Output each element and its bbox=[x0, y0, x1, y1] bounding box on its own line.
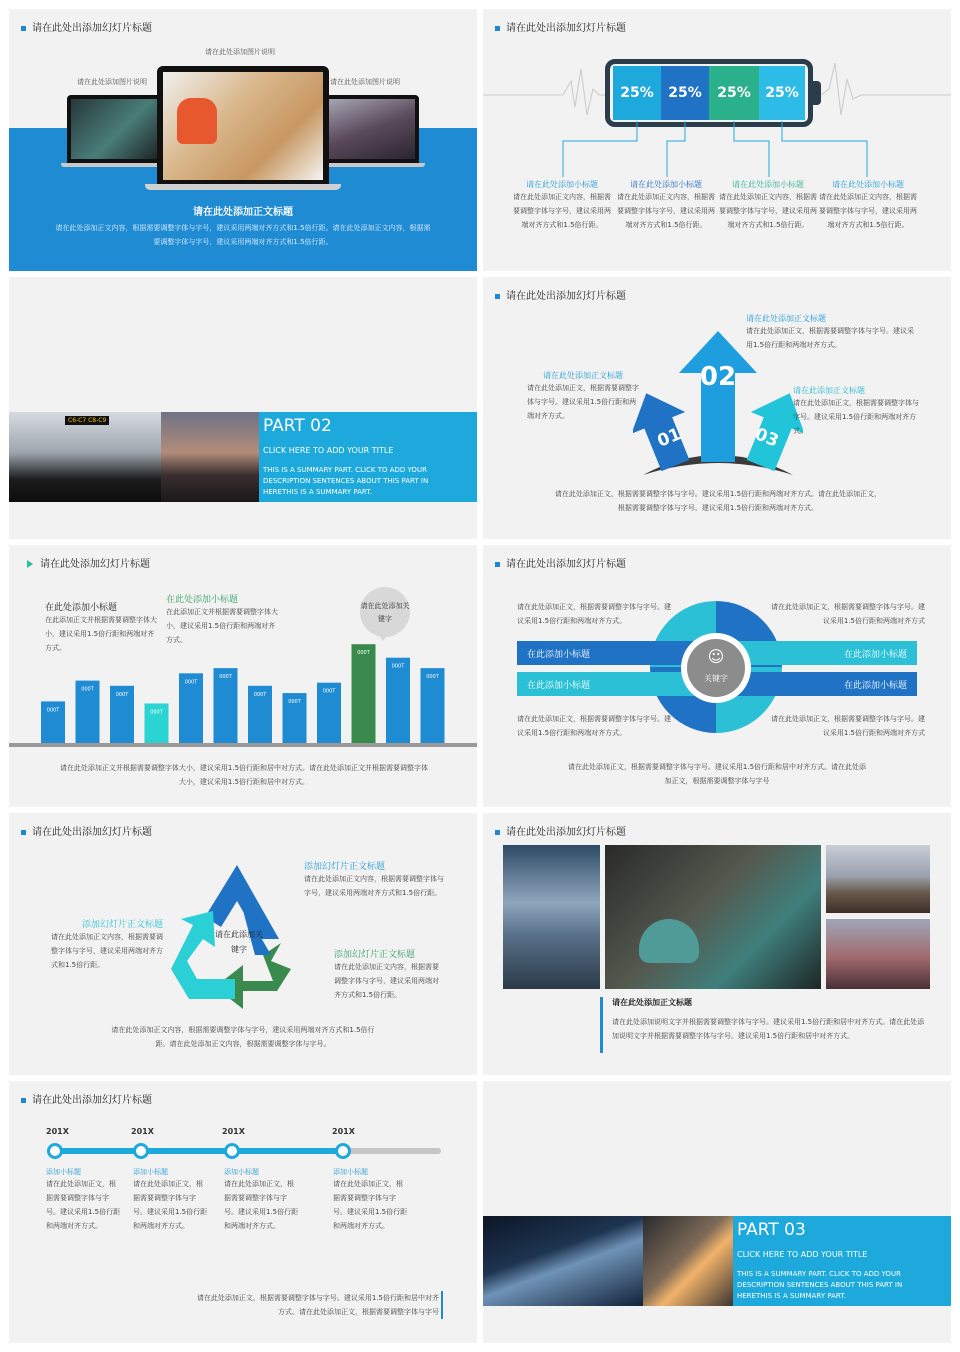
item-heading: 请在此处添加小标题 bbox=[832, 180, 904, 189]
timeline-node[interactable] bbox=[335, 1143, 351, 1159]
bar-label: 在此添加小标题 bbox=[843, 681, 907, 691]
item-body: 请在此处添加正文内容，根据需要调整字体与字号，建议采用两端对齐方式和1.5倍行距。 bbox=[719, 193, 817, 229]
part-subtitle[interactable]: CLICK HERE TO ADD YOUR TITLE bbox=[737, 1250, 868, 1259]
bridge-photo[interactable] bbox=[327, 99, 415, 159]
item-3 bbox=[719, 179, 817, 232]
section-body: 请在此处添加正文内容，根据需要调整字体与字号，建议采用两端对齐方式和1.5倍行距。请在此处添加正文内容，根据需要调整字体与字号，建议采用两端对齐方式和1.5倍行距。 bbox=[55, 224, 431, 246]
timeline-year: 201X bbox=[222, 1127, 245, 1136]
slide-title: 请在此处出添加幻灯片标题 bbox=[495, 823, 626, 838]
part-summary: THIS IS A SUMMARY PART. CLICK TO ADD YOUR DESCRIPTION SENTENCES ABOUT THIS PART IN HERETHIS IS A SUMMARY PART. bbox=[263, 466, 429, 496]
timeline-year: 201X bbox=[332, 1127, 355, 1136]
bar-data-label: 000T bbox=[115, 691, 129, 698]
laptop-center bbox=[157, 66, 329, 184]
bullet-square-icon bbox=[495, 294, 500, 299]
highway-night-photo[interactable] bbox=[483, 1216, 643, 1306]
text-heading: 添加幻灯片正文标题 bbox=[334, 950, 416, 960]
bar-label: 在此添加小标题 bbox=[527, 650, 591, 660]
keyword-bubble[interactable] bbox=[360, 587, 410, 637]
item-4 bbox=[819, 179, 917, 232]
bar-label: 在此添加小标题 bbox=[843, 650, 907, 660]
slide-title: 请在此处出添加幻灯片标题 bbox=[21, 1091, 152, 1106]
section-body: 请在此处添加说明文字并根据需要调整字体与字号。建议采用1.5倍行距和居中对齐方式。请在此处添加说明文字并根据需要调整字体与字号。建议采用1.5倍行距和居中对齐方式。 bbox=[612, 1018, 925, 1040]
bar-right-bottom[interactable] bbox=[733, 672, 917, 696]
text-top-right: 请在此处添加正文，根据需要调整字体与字号。建议采用1.5倍行距和两端对齐方式 bbox=[771, 603, 925, 625]
battery-segment-2[interactable]: 25% bbox=[661, 66, 709, 120]
part-box bbox=[733, 1216, 951, 1306]
bullet-square-icon bbox=[495, 562, 500, 567]
slide-title: 请在此处出添加幻灯片标题 bbox=[495, 287, 626, 302]
slide-1[interactable] bbox=[9, 9, 477, 271]
text-heading: 在此处添加小标题 bbox=[45, 603, 118, 613]
image-caption-left: 请在此处添加图片说明 bbox=[77, 78, 147, 86]
text-bottom-left: 请在此处添加正文，根据需要调整字体与字号。建议采用1.5倍行距和两端对齐方式。 bbox=[517, 715, 671, 737]
bullet-square-icon bbox=[21, 830, 26, 835]
timeline-node[interactable] bbox=[224, 1143, 240, 1159]
item-heading: 请在此处添加小标题 bbox=[630, 180, 702, 189]
item-heading: 添加小标题 bbox=[333, 1168, 368, 1176]
bar-data-label: 000T bbox=[288, 699, 301, 706]
bridge-sunset-photo[interactable] bbox=[161, 412, 259, 502]
slide-title: 请在此处出添加幻灯片标题 bbox=[21, 823, 152, 838]
text-body: 在此添加正文并根据需要调整字体大小，建议采用1.5倍行距和两端对齐方式。 bbox=[166, 608, 278, 644]
slide-9[interactable] bbox=[9, 1081, 477, 1343]
slide-3[interactable] bbox=[9, 277, 477, 539]
bar-label: 在此添加小标题 bbox=[527, 681, 591, 691]
chart-baseline bbox=[9, 743, 477, 747]
part-box bbox=[259, 412, 477, 502]
airport-photo[interactable] bbox=[9, 412, 161, 502]
part-title: PART 02 bbox=[263, 416, 332, 436]
chart-bar[interactable] bbox=[386, 658, 410, 743]
text-bottom-right: 请在此处添加正文，根据需要调整字体与字号。建议采用1.5倍行距和两端对齐方式 bbox=[771, 715, 925, 737]
text-body: 在此添加正文并根据需要调整字体大小，建议采用1.5倍行距和两端对齐方式。 bbox=[45, 616, 157, 652]
text-body: 请在此处添加正文，根据需要调整字体与字号。建议采用1.5倍行距和两端对齐方式。 bbox=[527, 384, 639, 420]
slide-7[interactable] bbox=[9, 813, 477, 1075]
bottom-text: 请在此处添加正文内容，根据需要调整字体与字号，建议采用两端对齐方式和1.5倍行距。请在此处添加正文内容，根据需要调整字体与字号。 bbox=[111, 1026, 375, 1048]
timeline-node[interactable] bbox=[47, 1143, 63, 1159]
center-keyword: 请在此添加关键字 bbox=[215, 930, 263, 954]
text-left bbox=[527, 370, 639, 423]
keyword-label: 关键字 bbox=[704, 674, 728, 683]
bottom-text: 请在此处添加正文并根据需要调整字体大小，建议采用1.5倍行距和居中对方式。请在此处添加正文并根据需要调整字体大小，建议采用1.5倍行距和居中对方式。 bbox=[59, 764, 429, 786]
desk-photo[interactable] bbox=[163, 72, 323, 180]
arrow-label-03: 03 bbox=[751, 424, 782, 452]
bar-left-bottom[interactable] bbox=[517, 672, 701, 696]
bullet-square-icon bbox=[495, 26, 500, 31]
sea-photo[interactable] bbox=[503, 845, 600, 989]
scooter-photo[interactable] bbox=[605, 845, 821, 989]
laptop-right bbox=[323, 95, 419, 163]
timeline-item-1 bbox=[46, 1167, 122, 1233]
timeline-item-3 bbox=[224, 1167, 300, 1233]
scooter-photo[interactable] bbox=[71, 99, 159, 159]
bridge-photo[interactable] bbox=[826, 919, 930, 989]
bullet-square-icon bbox=[21, 1098, 26, 1103]
item-1 bbox=[513, 179, 611, 232]
item-body: 请在此处添加正文，根据需要调整字体与字号。建议采用1.5倍行距和两端对齐方式。 bbox=[133, 1180, 208, 1230]
bar-data-label: 000T bbox=[219, 674, 232, 681]
slide-title: 请在此处出添加幻灯片标题 bbox=[495, 19, 626, 34]
timeline-year: 201X bbox=[46, 1127, 69, 1136]
center-circle[interactable] bbox=[687, 639, 745, 697]
timeline-progress bbox=[49, 1148, 349, 1154]
timeline-year: 201X bbox=[131, 1127, 154, 1136]
item-2 bbox=[617, 179, 715, 232]
text-heading: 添加幻灯片正文标题 bbox=[304, 862, 386, 872]
bottom-text: 请在此处添加正文，根据需要调整字体与字号。建议采用1.5倍行距和两端对齐方式。请在此处添加正文，根据需要调整字体与字号。建议采用1.5倍行距和两端对齐方式。 bbox=[554, 490, 882, 512]
connector-lines bbox=[483, 121, 951, 181]
slide-8[interactable] bbox=[483, 813, 951, 1075]
battery-segment-4[interactable]: 25% bbox=[759, 66, 805, 120]
slide-title: 请在此处出添加幻灯片标题 bbox=[495, 555, 626, 570]
bar-left-top[interactable] bbox=[517, 641, 701, 665]
bottom-text: 请在此处添加正文，根据需要调整字体与字号。建议采用1.5倍行距和居中对齐方式。请在此处添加正文，根据需要调整字体与字号 bbox=[567, 763, 867, 785]
battery-segment-1[interactable]: 25% bbox=[613, 66, 661, 120]
timeline-node[interactable] bbox=[133, 1143, 149, 1159]
item-body: 请在此处添加正文内容，根据需要调整字体与字号，建议采用两端对齐方式和1.5倍行距。 bbox=[617, 193, 715, 229]
text-heading: 添加幻灯片正文标题 bbox=[81, 920, 163, 930]
text-right bbox=[793, 385, 923, 438]
bar-data-label: 000T bbox=[391, 663, 405, 670]
item-heading: 添加小标题 bbox=[133, 1168, 168, 1176]
bullet-square-icon bbox=[495, 830, 500, 835]
image-caption-center: 请在此处添加图片说明 bbox=[205, 48, 275, 56]
text-body: 请在此处添加正文，根据需要调整字体与字号。建议采用1.5倍行距和两端对齐方式。 bbox=[793, 399, 919, 435]
image-caption-right: 请在此处添加图片说明 bbox=[330, 78, 400, 86]
text-body: 请在此处添加正文内容，根据需要调整字体与字号，建议采用两端对齐方式和1.5倍行距。 bbox=[304, 875, 444, 897]
bubble-text: 请在此处添加关键字 bbox=[360, 602, 410, 623]
text-a bbox=[304, 859, 444, 900]
part-summary: THIS IS A SUMMARY PART. CLICK TO ADD YOUR DESCRIPTION SENTENCES ABOUT THIS PART IN HERETHIS IS A SUMMARY PART. bbox=[737, 1270, 903, 1300]
bar-data-label: 000T bbox=[46, 707, 60, 714]
text-top-left: 请在此处添加正文，根据需要调整字体与字号。建议采用1.5倍行距和两端对齐方式。 bbox=[517, 603, 671, 625]
item-body: 请在此处添加正文，根据需要调整字体与字号。建议采用1.5倍行距和两端对齐方式。 bbox=[224, 1180, 299, 1230]
slide-4[interactable] bbox=[483, 277, 951, 539]
bar-data-label: 000T bbox=[253, 691, 267, 698]
bar-data-label: 000T bbox=[150, 709, 163, 716]
laptop-base bbox=[61, 163, 169, 167]
part-title: PART 03 bbox=[737, 1220, 806, 1240]
text-heading: 请在此处添加正文标题 bbox=[746, 314, 826, 323]
battery-cap bbox=[813, 81, 821, 105]
item-heading: 请在此处添加小标题 bbox=[526, 180, 598, 189]
text-c bbox=[334, 947, 444, 1002]
slide-5[interactable] bbox=[9, 545, 477, 807]
slide-10[interactable] bbox=[483, 1081, 951, 1343]
text-body: 请在此处添加正文内容，根据需要调整字体与字号，建议采用两端对齐方式和1.5倍行距。 bbox=[51, 933, 163, 969]
text-heading: 请在此添加正文标题 bbox=[793, 386, 865, 395]
slide-title: 请在此处出添加幻灯片标题 bbox=[21, 19, 152, 34]
part-subtitle[interactable]: CLICK HERE TO ADD YOUR TITLE bbox=[263, 446, 394, 455]
text-body: 请在此处添加正文，根据需要调整字体与字号。建议采用1.5倍行距和两端对齐方式。 bbox=[746, 327, 914, 349]
pier-photo[interactable] bbox=[826, 845, 930, 913]
laptop-base bbox=[317, 163, 425, 167]
laptop-left bbox=[67, 95, 163, 163]
item-body: 请在此处添加正文内容，根据需要调整字体与字号，建议采用两端对齐方式和1.5倍行距。 bbox=[513, 193, 611, 229]
accent-bar bbox=[441, 1291, 443, 1319]
play-triangle-icon bbox=[27, 560, 33, 568]
bar-chart bbox=[9, 635, 477, 755]
bottom-text: 请在此处添加正文，根据需要调整字体与字号。建议采用1.5倍行距和居中对齐方式。请在此处添加正文，根据需要调整字体与字号 bbox=[196, 1294, 439, 1316]
timeline-item-4 bbox=[333, 1167, 409, 1233]
section-heading: 请在此处添加正文标题 bbox=[193, 207, 293, 218]
slide-title: 请在此处添加幻灯片标题 bbox=[27, 555, 150, 570]
slide-6[interactable] bbox=[483, 545, 951, 807]
train-platform-photo[interactable] bbox=[643, 1216, 733, 1306]
bar-data-label: 000T bbox=[322, 688, 336, 695]
bar-right-top[interactable] bbox=[733, 641, 917, 665]
bar-data-label: 000T bbox=[184, 679, 198, 686]
text-heading: 请在此处添加正文标题 bbox=[543, 371, 623, 380]
scooter-shape bbox=[639, 919, 699, 963]
bar-data-label: 000T bbox=[81, 686, 94, 693]
chart-bar[interactable] bbox=[352, 644, 376, 743]
text-top bbox=[746, 313, 916, 352]
text-body: 请在此处添加正文内容，根据需要调整字体与字号，建议采用两端对齐方式和1.5倍行距。 bbox=[334, 963, 439, 999]
item-heading: 请在此处添加小标题 bbox=[732, 180, 804, 189]
timeline-item-2 bbox=[133, 1167, 209, 1233]
section-heading: 请在此处添加正文标题 bbox=[612, 998, 692, 1007]
user-icon: ☺ bbox=[707, 647, 725, 666]
arrow-label-02: 02 bbox=[699, 362, 737, 392]
text-heading: 在此处添加小标题 bbox=[166, 595, 239, 605]
item-body: 请在此处添加正文，根据需要调整字体与字号。建议采用1.5倍行距和两端对齐方式。 bbox=[333, 1180, 408, 1230]
item-body: 请在此处添加正文内容，根据需要调整字体与字号，建议采用两端对齐方式和1.5倍行距。 bbox=[819, 193, 917, 229]
text-b bbox=[51, 917, 163, 972]
item-body: 请在此处添加正文，根据需要调整字体与字号。建议采用1.5倍行距和两端对齐方式。 bbox=[46, 1180, 121, 1230]
item-heading: 添加小标题 bbox=[46, 1168, 81, 1176]
battery-segment-3[interactable]: 25% bbox=[709, 66, 759, 120]
gate-sign: C6-C7 C8-C9 bbox=[65, 416, 109, 425]
item-heading: 添加小标题 bbox=[224, 1168, 259, 1176]
laptop-base bbox=[145, 184, 341, 190]
bullet-square-icon bbox=[21, 26, 26, 31]
accent-bar bbox=[600, 997, 603, 1053]
bar-data-label: 000T bbox=[426, 674, 439, 681]
bar-data-label: 000T bbox=[357, 650, 370, 657]
orange-chair-shape bbox=[177, 98, 217, 144]
arrow-label-01: 01 bbox=[654, 424, 685, 452]
slide-2[interactable] bbox=[483, 9, 951, 271]
